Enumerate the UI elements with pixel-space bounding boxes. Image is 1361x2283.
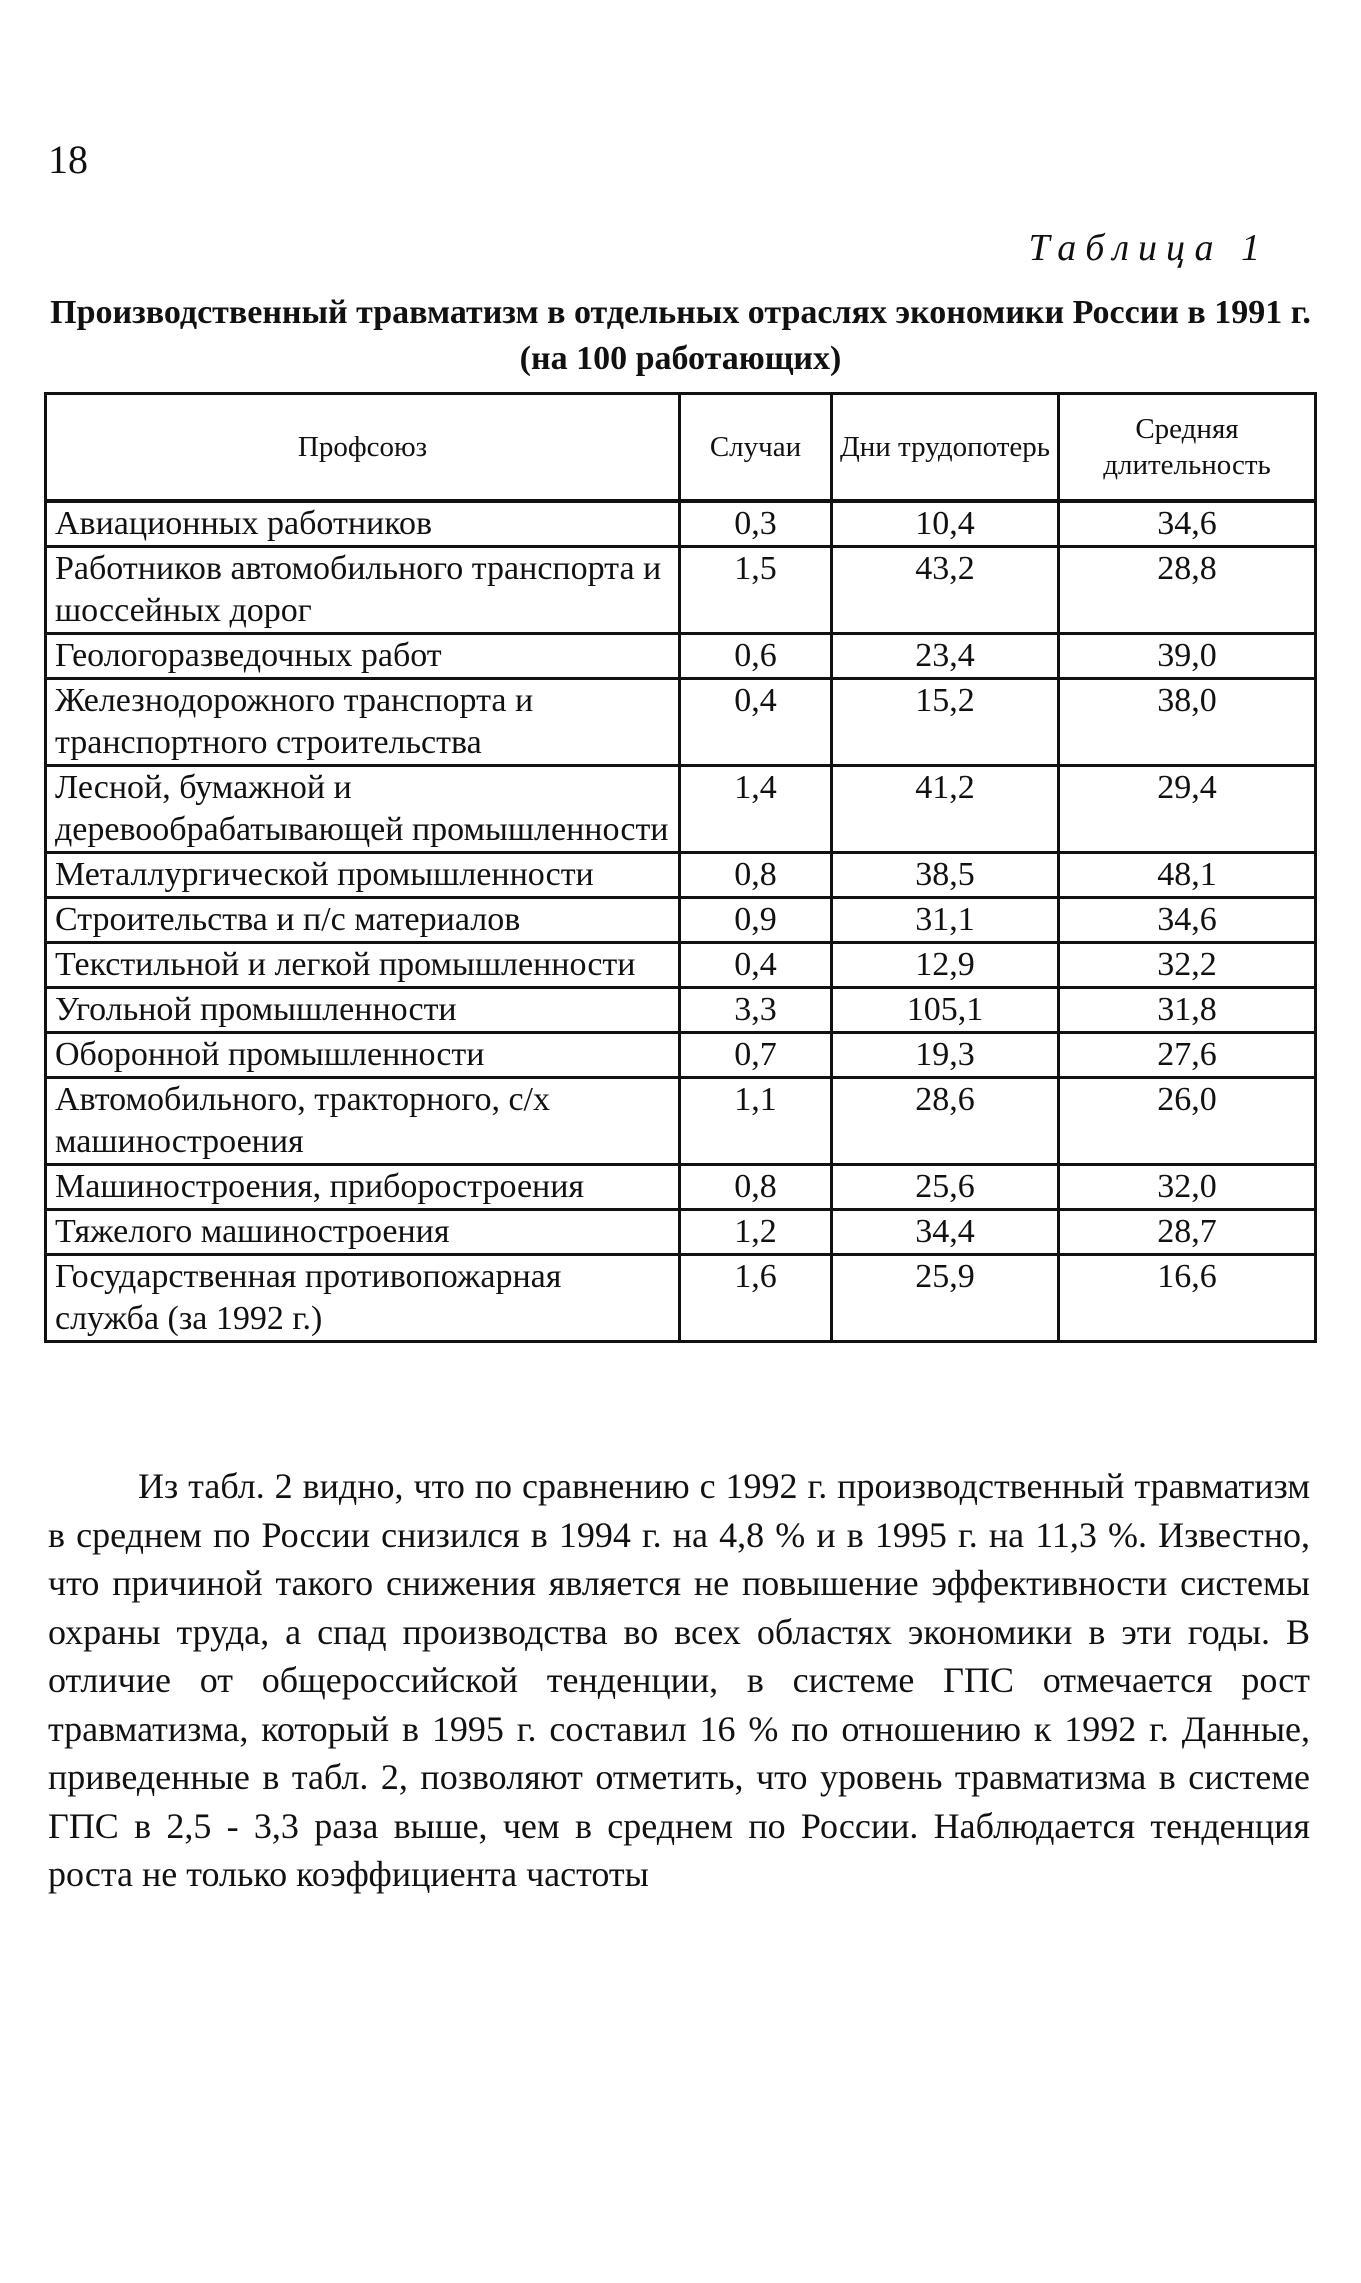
body-text: Из табл. 2 видно, что по сравнению с 1992 г. производственный травматизм в среднем по России снизился в 1994 г. на 4,8 % и в 1995 г. на 11,3 %. Известно, что причиной такого снижения является не повышение эффективности системы охраны труда, а спад производства во всех областях экономики в эти годы. В отличие от общероссийской тенденции, в системе ГПС отмечается рост травматизма, который в 1995 г. составил 16 % по отношению к 1992 г. Данные, приведенные в табл. 2, позволяют отметить, что уровень травматизма в системе ГПС в 2,5 - 3,3 раза выше, чем в среднем по России. Наблюдается тенденция роста не только коэффициента частоты (48, 1466, 1310, 1894)
table-body (46, 501, 1316, 1342)
cell-avg-duration: 32,0 (1059, 1165, 1316, 1210)
cell-days-lost: 43,2 (832, 547, 1059, 634)
cell-cases: 0,4 (680, 943, 832, 988)
cell-cases: 1,1 (680, 1078, 832, 1165)
table-row (46, 853, 1316, 898)
cell-cases: 3,3 (680, 988, 832, 1033)
table-row (46, 1210, 1316, 1255)
column-header-union: Профсоюз (46, 394, 680, 502)
cell-days-lost: 19,3 (832, 1033, 1059, 1078)
cell-days-lost: 12,9 (832, 943, 1059, 988)
cell-avg-duration: 38,0 (1059, 679, 1316, 766)
cell-days-lost: 38,5 (832, 853, 1059, 898)
table-row (46, 1033, 1316, 1078)
cell-cases: 1,5 (680, 547, 832, 634)
table-row (46, 1165, 1316, 1210)
cell-cases: 0,8 (680, 1165, 832, 1210)
table-row (46, 988, 1316, 1033)
cell-days-lost: 10,4 (832, 501, 1059, 547)
table-row (46, 501, 1316, 547)
cell-avg-duration: 27,6 (1059, 1033, 1316, 1078)
cell-union-name: Строительства и п/с материалов (46, 898, 680, 943)
cell-cases: 0,7 (680, 1033, 832, 1078)
cell-union-name: Текстильной и легкой промышленности (46, 943, 680, 988)
cell-cases: 1,4 (680, 766, 832, 853)
table-row (46, 547, 1316, 634)
table-row (46, 679, 1316, 766)
cell-days-lost: 105,1 (832, 988, 1059, 1033)
cell-days-lost: 25,9 (832, 1255, 1059, 1342)
column-header-cases: Случаи (680, 394, 832, 502)
cell-union-name: Государственная противопожарная служба (за 1992 г.) (46, 1255, 680, 1342)
cell-avg-duration: 28,8 (1059, 547, 1316, 634)
cell-avg-duration: 48,1 (1059, 853, 1316, 898)
cell-cases: 0,8 (680, 853, 832, 898)
cell-avg-duration: 32,2 (1059, 943, 1316, 988)
cell-avg-duration: 34,6 (1059, 898, 1316, 943)
column-header-days-lost: Дни трудопотерь (832, 394, 1059, 502)
cell-union-name: Автомобильного, тракторного, с/х машиностроения (46, 1078, 680, 1165)
cell-union-name: Геологоразведочных работ (46, 634, 680, 679)
table-header-row (46, 394, 1316, 502)
injury-table (44, 392, 1317, 1343)
cell-avg-duration: 28,7 (1059, 1210, 1316, 1255)
table-row (46, 943, 1316, 988)
cell-union-name: Тяжелого машиностроения (46, 1210, 680, 1255)
cell-avg-duration: 29,4 (1059, 766, 1316, 853)
cell-union-name: Металлургической промышленности (46, 853, 680, 898)
table-row (46, 634, 1316, 679)
cell-cases: 1,6 (680, 1255, 832, 1342)
cell-days-lost: 31,1 (832, 898, 1059, 943)
table-row (46, 766, 1316, 853)
table-label: Таблица 1 (1028, 227, 1269, 269)
cell-cases: 0,6 (680, 634, 832, 679)
cell-union-name: Машиностроения, приборостроения (46, 1165, 680, 1210)
body-paragraph (48, 1462, 1310, 1899)
cell-union-name: Железнодорожного транспорта и транспортного строительства (46, 679, 680, 766)
cell-avg-duration: 31,8 (1059, 988, 1316, 1033)
table-row (46, 1078, 1316, 1165)
cell-days-lost: 28,6 (832, 1078, 1059, 1165)
cell-days-lost: 23,4 (832, 634, 1059, 679)
page-number: 18 (48, 137, 88, 182)
cell-days-lost: 15,2 (832, 679, 1059, 766)
cell-union-name: Оборонной промышленности (46, 1033, 680, 1078)
cell-avg-duration: 34,6 (1059, 501, 1316, 547)
cell-days-lost: 41,2 (832, 766, 1059, 853)
cell-union-name: Авиационных работников (46, 501, 680, 547)
cell-union-name: Лесной, бумажной и деревообрабатывающей промышленности (46, 766, 680, 853)
cell-union-name: Угольной промышленности (46, 988, 680, 1033)
cell-avg-duration: 26,0 (1059, 1078, 1316, 1165)
cell-cases: 0,4 (680, 679, 832, 766)
table-title: Производственный травматизм в отдельных отраслях экономики России в 1991 г. (на 100 работающих) (50, 294, 1311, 377)
table-row (46, 898, 1316, 943)
cell-days-lost: 25,6 (832, 1165, 1059, 1210)
cell-union-name: Работников автомобильного транспорта и шоссейных дорог (46, 547, 680, 634)
cell-cases: 1,2 (680, 1210, 832, 1255)
cell-cases: 0,3 (680, 501, 832, 547)
cell-avg-duration: 16,6 (1059, 1255, 1316, 1342)
cell-avg-duration: 39,0 (1059, 634, 1316, 679)
cell-cases: 0,9 (680, 898, 832, 943)
cell-days-lost: 34,4 (832, 1210, 1059, 1255)
column-header-avg-duration: Средняя длительность (1059, 394, 1316, 502)
table-row (46, 1255, 1316, 1342)
